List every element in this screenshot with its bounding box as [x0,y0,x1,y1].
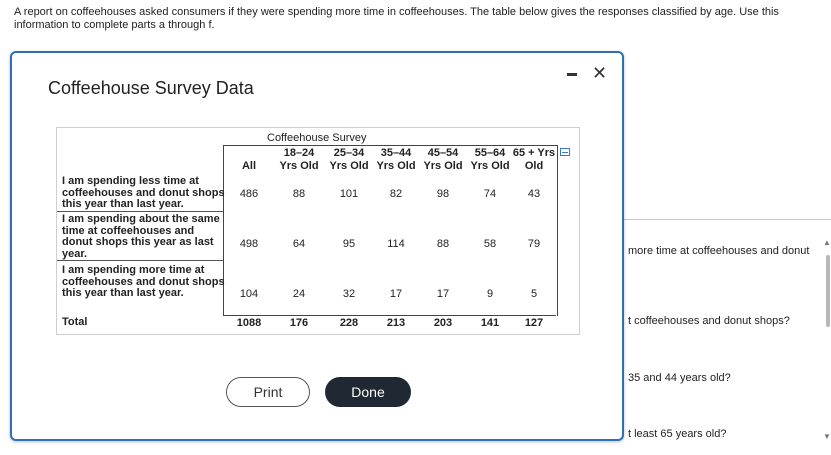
table-cell: 79 [527,238,541,250]
column-header: All [241,160,257,172]
table-cell: 88 [292,188,306,200]
table-cell: 486 [239,188,259,200]
table-cell: 114 [387,238,405,250]
scrollbar-thumb[interactable] [826,255,830,327]
dialog-title: Coffeehouse Survey Data [48,78,254,98]
minimize-icon[interactable] [567,73,577,76]
survey-table [56,127,580,335]
table-cell: 24 [292,288,306,300]
print-button[interactable]: Print [226,377,310,407]
row-label: I am spending more time at coffeehouses and donut shops this year than last year. [62,264,225,299]
expand-table-icon[interactable] [560,148,570,156]
row-divider [57,260,223,261]
column-header: 25–34 Yrs Old [329,147,369,172]
table-cell: 17 [389,288,403,300]
total-cell: 213 [386,317,406,329]
column-header: 45–54 Yrs Old [423,147,463,172]
table-cell: 95 [342,238,356,250]
total-cell: 176 [289,317,309,329]
row-divider [57,211,223,212]
table-cell: 82 [389,188,403,200]
column-header: 18–24 Yrs Old [279,147,319,172]
total-cell: 127 [524,317,544,329]
table-cell: 17 [436,288,450,300]
row-label: I am spending about the same time at coffeehouses and donut shops this year as last year. [62,213,220,260]
scroll-down-arrow-icon[interactable]: ▼ [823,432,831,441]
survey-data-dialog [10,51,624,441]
total-cell: 141 [480,317,500,329]
problem-intro: A report on coffeehouses asked consumers if they were spending more time in coffeehouses. The table below gives the responses classified by age. Use this information to complete parts a through f. [14,6,779,31]
background-question-1: more time at coffeehouses and donut [628,245,810,257]
table-cell: 104 [239,288,259,300]
table-caption: Coffeehouse Survey [267,132,367,144]
scroll-up-arrow-icon[interactable]: ▲ [823,238,831,247]
table-cell: 101 [339,188,359,200]
column-header: 35–44 Yrs Old [376,147,416,172]
table-cell: 74 [483,188,497,200]
close-icon[interactable]: ✕ [592,63,608,83]
row-label: I am spending less time at coffeehouses and donut shops this year than last year. [62,175,225,210]
column-header: 55–64 Yrs Old [470,147,510,172]
table-cell: 498 [239,238,259,250]
total-cell: 1088 [236,317,262,329]
table-cell: 64 [292,238,306,250]
table-cell: 43 [527,188,541,200]
column-header: 65 + Yrs Old [512,147,556,172]
table-cell: 98 [436,188,450,200]
background-question-3: 35 and 44 years old? [628,372,731,384]
table-cell: 5 [530,288,538,300]
divider [624,219,831,220]
done-button[interactable]: Done [325,377,411,407]
total-cell: 203 [433,317,453,329]
table-cell: 32 [342,288,356,300]
table-cell: 9 [486,288,494,300]
total-cell: 228 [339,317,359,329]
background-question-2: t coffeehouses and donut shops? [628,315,790,327]
total-label: Total [62,316,88,328]
background-question-4: t least 65 years old? [628,428,727,440]
table-cell: 88 [436,238,450,250]
table-cell: 58 [483,238,497,250]
total-divider [223,315,556,316]
